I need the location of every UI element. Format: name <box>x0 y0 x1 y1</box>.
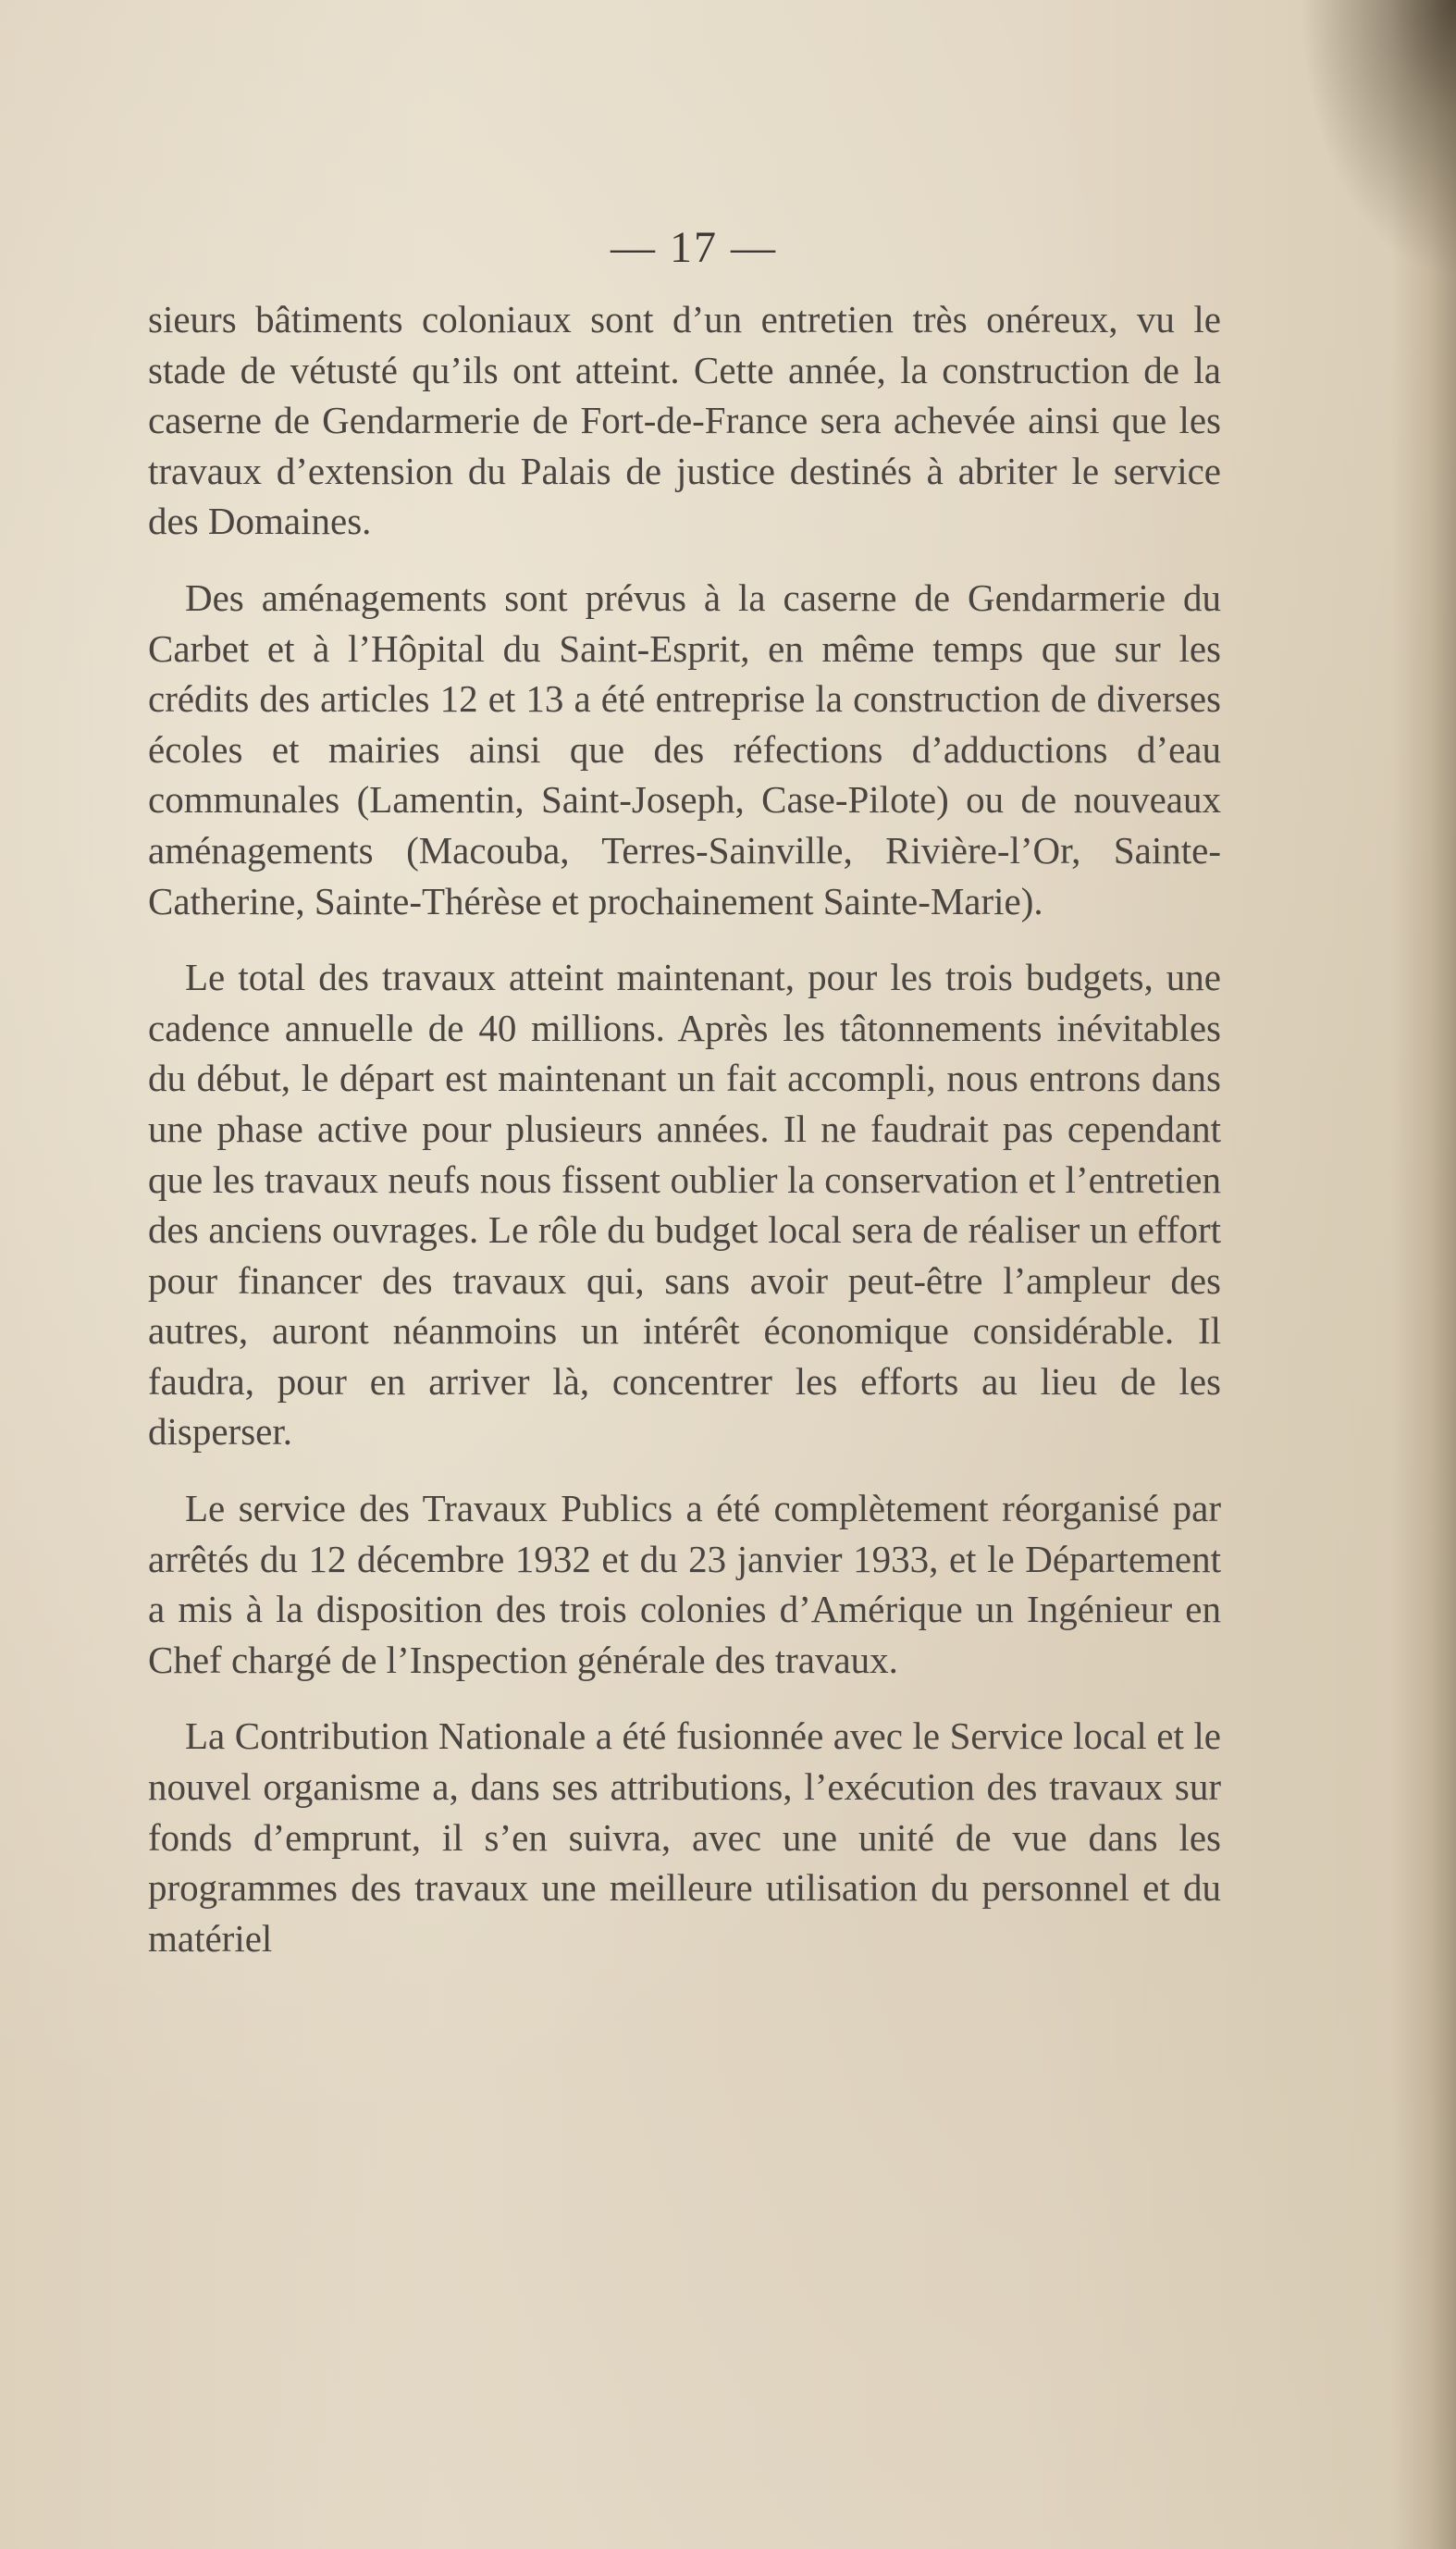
paragraph-5: La Contribution Nationale a été fusionnée avec le Service local et le nouvel organisme a, dans ses attributions, l’exécution des travaux sur fonds d’emprunt, il s’en suivra, avec une unité de vue dans les programmes des travaux une meilleure utilisation du personnel et du matériel <box>148 1714 1221 1960</box>
page-edge-shadow <box>1391 0 1456 2549</box>
paragraph-1: sieurs bâtiments coloniaux sont d’un entretien très onéreux, vu le stade de vétusté qu’ils ont atteint. Cette année, la construction de la caserne de Gendarmerie de Fort-de-France sera achevée ainsi que les travaux d’extension du Palais de justice destinés à abriter le service des Domaines. <box>148 298 1221 543</box>
paragraph-4: Le service des Travaux Publics a été complètement réorganisé par arrêtés du 12 décembre 1932 et du 23 janvier 1933, et le Département a mis à la disposition des trois colonies d’Amérique un Ingénieur en Chef chargé de l’Inspection générale des travaux. <box>148 1487 1221 1681</box>
body-text <box>148 294 1221 1989</box>
paragraph-2: Des aménagements sont prévus à la caserne de Gendarmerie du Carbet et à l’Hôpital du Saint-Esprit, en même temps que sur les crédits des articles 12 et 13 a été entreprise la construction de diverses écoles et mairies ainsi que des réfections d’adductions d’eau communales (Lamentin, Saint-Joseph, Case-Pilote) ou de nouveaux aménagements (Macouba, Terres-Sainville, Rivière-l’Or, Sainte-Catherine, Sainte-Thérèse et prochainement Sainte-Marie). <box>148 575 1221 922</box>
page-number: — 17 — <box>611 223 777 272</box>
paragraph-3: Le total des travaux atteint maintenant, pour les trois budgets, une cadence annuelle de 40 millions. Après les tâtonnements inévitables du début, le départ est maintenant un fait accompli, nous entrons dans une phase active pour plusieurs années. Il ne faudrait pas cependant que les travaux neufs nous fissent oublier la conservation et l’entretien des anciens ouvrages. Le rôle du budget local sera de réaliser un effort pour financer des travaux qui, sans avoir peut-être l’ampleur des autres, auront néanmoins un intérêt économique considérable. Il faudra, pour en arriver là, concentrer les efforts au lieu de les disperser. <box>148 956 1221 1454</box>
